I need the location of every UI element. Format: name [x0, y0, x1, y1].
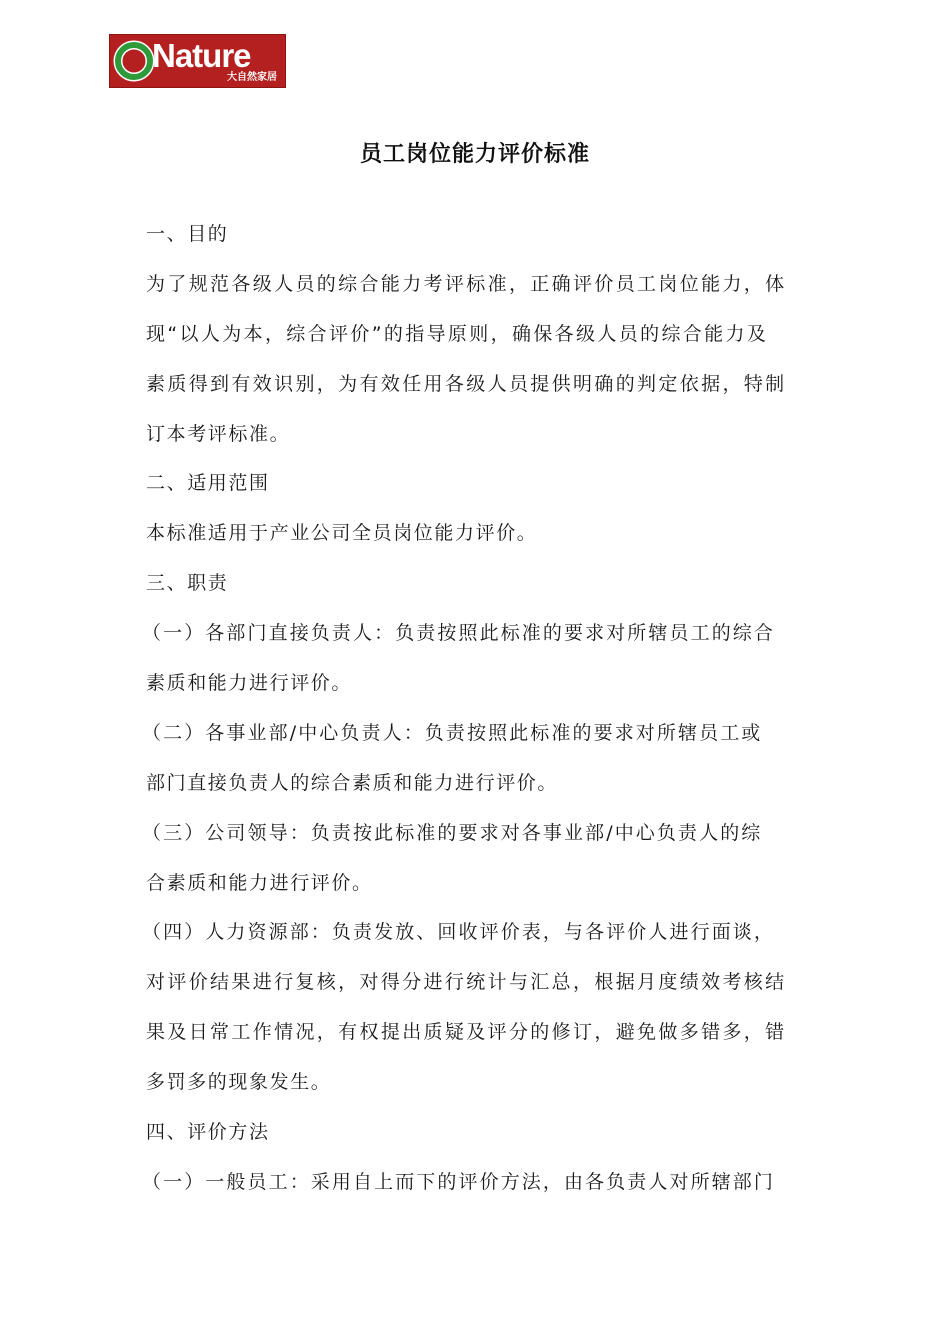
paragraph-line: 多罚多的现象发生。	[146, 1071, 332, 1094]
paragraph-line: （四）人力资源部：负责发放、回收评价表，与各评价人进行面谈，	[142, 921, 776, 944]
paragraph-line: 素质得到有效识别，为有效任用各级人员提供明确的判定依据，特制	[146, 372, 787, 395]
document-body	[142, 212, 806, 1210]
document-title: 员工岗位能力评价标准	[359, 142, 590, 167]
paragraph-line: （一）各部门直接负责人：负责按照此标准的要求对所辖员工的综合	[142, 622, 776, 645]
paragraph-line: 本标准适用于产业公司全员岗位能力评价。	[146, 522, 538, 545]
paragraph-line: 对评价结果进行复核，对得分进行统计与汇总，根据月度绩效考核结	[146, 971, 787, 994]
section-heading: 二、适用范围	[146, 472, 270, 495]
paragraph-line: 合素质和能力进行评价。	[146, 871, 373, 894]
paragraph-line: （二）各事业部/中心负责人：负责按照此标准的要求对所辖员工或	[142, 721, 763, 744]
paragraph-line: 果及日常工作情况，有权提出质疑及评分的修订，避免做多错多，错	[146, 1021, 787, 1044]
paragraph-line: 部门直接负责人的综合素质和能力进行评价。	[146, 771, 559, 794]
paragraph-line: （一）一般员工：采用自上而下的评价方法，由各负责人对所辖部门	[142, 1170, 776, 1193]
paragraph-line: 为了规范各级人员的综合能力考评标准，正确评价员工岗位能力，体	[146, 272, 787, 295]
company-logo	[109, 34, 286, 88]
section-heading: 一、目的	[146, 223, 229, 245]
logo-brand-text: Nature	[152, 37, 251, 74]
logo-sub-text: 大自然家居	[227, 72, 277, 83]
paragraph-line: 素质和能力进行评价。	[146, 672, 353, 695]
section-heading: 三、职责	[146, 572, 229, 595]
section-heading: 四、评价方法	[146, 1121, 270, 1144]
paragraph-line: （三）公司领导：负责按此标准的要求对各事业部/中心负责人的综	[142, 821, 763, 844]
paragraph-line: 订本考评标准。	[146, 422, 291, 445]
paragraph-line: 现“以人为本，综合评价”的指导原则，确保各级人员的综合能力及	[146, 322, 769, 345]
